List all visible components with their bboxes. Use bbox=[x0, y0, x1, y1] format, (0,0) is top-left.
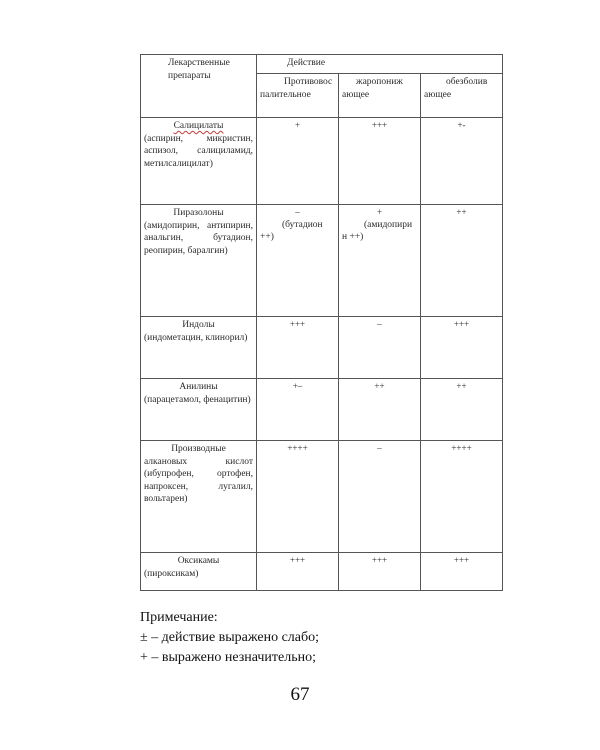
drug-list-line: алкановых кислот bbox=[144, 456, 253, 467]
effect-value: + bbox=[294, 120, 301, 130]
drug-cell bbox=[141, 379, 257, 441]
drug-cell bbox=[141, 118, 257, 205]
drug-list-line: (аспирин, микристин, bbox=[144, 133, 253, 144]
effect-value: ++ bbox=[456, 381, 467, 391]
header-antipyretic-2: ающее bbox=[342, 89, 370, 100]
effect-cell bbox=[339, 379, 421, 441]
drug-list-line: (пироксикам) bbox=[144, 568, 199, 579]
drug-cell bbox=[141, 553, 257, 591]
drug-group-name: Индолы bbox=[182, 320, 215, 330]
drug-group-name: Пиразолоны bbox=[173, 208, 224, 218]
table-row bbox=[141, 441, 503, 553]
drug-list-line: (ибупрофен, ортофен, bbox=[144, 469, 253, 480]
effect-cell bbox=[339, 441, 421, 553]
header-antiinflammatory-2: палительное bbox=[260, 89, 311, 100]
effect-cell bbox=[339, 205, 421, 317]
effect-cell bbox=[421, 118, 503, 205]
effect-cell bbox=[257, 553, 339, 591]
effect-value: +– bbox=[292, 381, 303, 391]
effect-value: +++ bbox=[453, 555, 470, 565]
effect-note: н ++) bbox=[342, 232, 364, 243]
effect-cell bbox=[257, 118, 339, 205]
table-row bbox=[141, 317, 503, 379]
effect-value: – bbox=[377, 319, 382, 329]
drug-cell bbox=[141, 317, 257, 379]
header-drugs-label: Лекарственные препараты bbox=[168, 58, 230, 81]
effect-value: +++ bbox=[289, 555, 306, 565]
effect-cell bbox=[257, 379, 339, 441]
header-analgesic bbox=[421, 74, 503, 118]
header-analgesic-2: ающее bbox=[424, 89, 452, 100]
drug-list-line: (амидопирин, антипирин, bbox=[144, 220, 253, 231]
effect-cell bbox=[339, 317, 421, 379]
effect-cell bbox=[421, 205, 503, 317]
header-antiinflammatory bbox=[257, 74, 339, 118]
effect-value: ++++ bbox=[287, 443, 308, 453]
table-row bbox=[141, 118, 503, 205]
effect-value: ++ bbox=[456, 207, 467, 217]
effect-cell bbox=[257, 317, 339, 379]
table-row bbox=[141, 553, 503, 591]
drug-group-name: Производные bbox=[171, 444, 226, 454]
header-antipyretic bbox=[339, 74, 421, 118]
table-row bbox=[141, 379, 503, 441]
effect-value: +++ bbox=[289, 319, 306, 329]
drug-list-line: метилсалицилат) bbox=[144, 158, 213, 169]
note-line: ± – действие выражено слабо; bbox=[140, 630, 320, 645]
effect-cell bbox=[421, 379, 503, 441]
drug-list-line: реопирин, баралгин) bbox=[144, 245, 228, 256]
effect-value: ++ bbox=[374, 381, 385, 391]
effect-cell bbox=[339, 553, 421, 591]
effect-cell bbox=[257, 441, 339, 553]
effect-value: +++ bbox=[453, 319, 470, 329]
note-line: + – выражено незначительно; bbox=[140, 650, 316, 665]
drug-group-name: Салицилаты bbox=[173, 121, 224, 131]
effect-cell bbox=[421, 317, 503, 379]
effect-cell bbox=[421, 553, 503, 591]
drug-list-line: аспизол, салициламид, bbox=[144, 146, 253, 157]
table-row bbox=[141, 205, 503, 317]
effect-note: (бутадион bbox=[282, 219, 323, 230]
header-analgesic-1: обезболив bbox=[446, 77, 488, 88]
notes-title: Примечание: bbox=[140, 610, 218, 625]
effect-value: ++++ bbox=[451, 443, 472, 453]
drug-list-line: напроксен, лугалил, bbox=[144, 481, 253, 492]
drug-cell bbox=[141, 441, 257, 553]
effect-cell bbox=[257, 205, 339, 317]
drugs-action-table bbox=[140, 54, 503, 591]
effect-cell bbox=[339, 118, 421, 205]
drug-list-line: вольтарен) bbox=[144, 494, 188, 505]
effect-note: (амидопири bbox=[364, 219, 413, 230]
page-number: 67 bbox=[290, 684, 310, 705]
effect-cell bbox=[421, 441, 503, 553]
effect-value: + bbox=[376, 207, 383, 217]
drug-list-line: анальгин, бутадион, bbox=[144, 233, 253, 244]
drug-list-line: (индометацин, клинорил) bbox=[144, 332, 248, 343]
drug-group-name: Анилины bbox=[179, 382, 218, 392]
drug-group-name: Оксикамы bbox=[177, 556, 220, 566]
effect-value: +++ bbox=[371, 555, 388, 565]
header-action: Действие bbox=[257, 55, 503, 74]
effect-value: +++ bbox=[371, 120, 388, 130]
effect-value: +- bbox=[457, 120, 466, 130]
effect-value: – bbox=[377, 443, 382, 453]
notes-section bbox=[140, 608, 319, 668]
drug-list-line: (парацетамол, фенацитин) bbox=[144, 394, 251, 405]
drug-cell bbox=[141, 205, 257, 317]
header-drugs bbox=[141, 55, 257, 118]
effect-note: ++) bbox=[260, 232, 274, 243]
header-antipyretic-1: жаропониж bbox=[356, 77, 403, 88]
effect-value: – bbox=[295, 207, 300, 217]
header-antiinflammatory-1: Противовос bbox=[284, 77, 333, 88]
